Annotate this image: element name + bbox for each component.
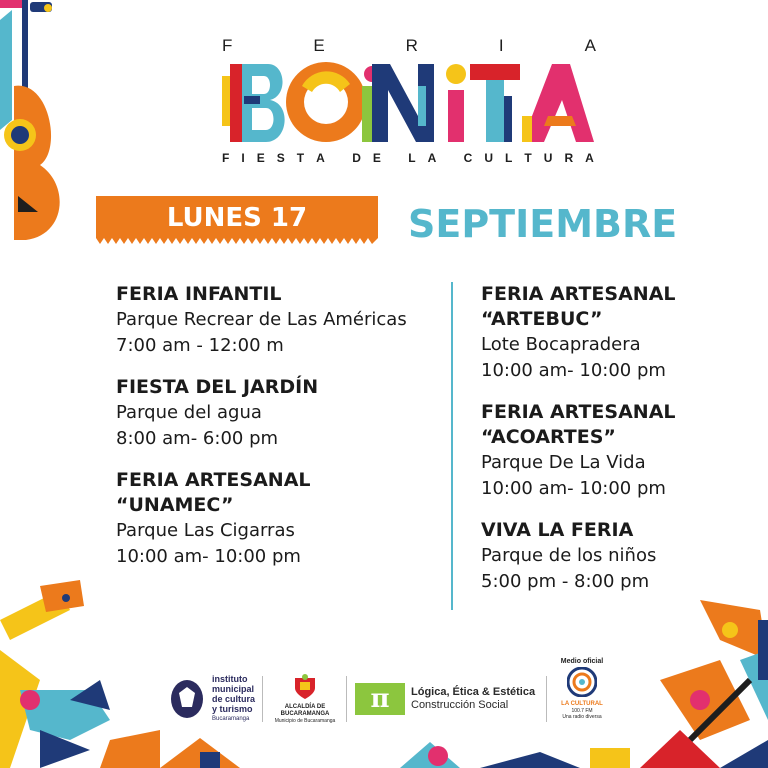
logo-divider — [346, 676, 347, 722]
imct-emblem-icon — [170, 679, 204, 719]
guitar-illustration — [0, 0, 80, 245]
subtitle-letter — [448, 151, 451, 165]
radio-frequency: 100.7 FM — [571, 708, 593, 714]
subtitle-letter: T — [296, 151, 305, 165]
alcaldia-line3: Municipio de Bucaramanga — [274, 718, 336, 724]
imct-logo — [170, 674, 255, 724]
subtitle-letter: L — [408, 151, 416, 165]
event-time: 5:00 pm - 8:00 pm — [481, 571, 650, 592]
event-location: Parque De La Vida — [481, 452, 646, 473]
subtitle-letter: I — [241, 151, 245, 165]
imct-line2: municipal — [212, 684, 255, 694]
event-time: 8:00 am- 6:00 pm — [116, 428, 279, 449]
bottom-right-illustration — [640, 600, 768, 768]
feria-letter: R — [405, 36, 420, 55]
event-item — [481, 282, 751, 384]
logica-line1: Lógica, Ética & Estética — [411, 686, 536, 698]
feria-letter: E — [313, 36, 327, 55]
logica-logo — [355, 683, 535, 715]
subtitle-letter: L — [505, 151, 513, 165]
subtitle-letter: A — [316, 151, 325, 165]
logo-divider — [262, 676, 263, 722]
fiesta-subtitle — [222, 151, 594, 165]
subtitle-letter: C — [463, 151, 473, 165]
pi-symbol: π — [355, 683, 405, 715]
event-location: Parque de los niños — [481, 545, 657, 566]
subtitle-letter: A — [427, 151, 437, 165]
imct-line4: y turismo — [212, 704, 253, 714]
alcaldia-line2: BUCARAMANGA — [280, 711, 330, 717]
subtitle-letter: F — [222, 151, 230, 165]
radio-name: LA CULTURAL — [561, 701, 603, 707]
imct-line1: instituto — [212, 674, 248, 684]
subtitle-letter: D — [352, 151, 361, 165]
event-title: FERIA ARTESANAL “ARTEBUC” — [481, 283, 676, 330]
feria-heading — [222, 36, 598, 56]
event-title: FERIA ARTESANAL “ACOARTES” — [481, 401, 676, 448]
event-time: 10:00 am- 10:00 pm — [481, 478, 666, 499]
subtitle-letter: S — [276, 151, 285, 165]
subtitle-letter: U — [543, 151, 553, 165]
feria-letter: I — [498, 36, 506, 55]
month-label: SEPTIEMBRE — [408, 202, 678, 246]
coat-of-arms-icon — [291, 674, 319, 700]
alcaldia-logo — [270, 674, 340, 725]
subtitle-letter: E — [372, 151, 381, 165]
event-item — [481, 518, 751, 595]
radio-emblem-icon — [567, 667, 597, 697]
subtitle-letter: U — [484, 151, 494, 165]
column-divider — [451, 282, 453, 610]
day-label: LUNES 17 — [166, 203, 308, 233]
bottom-center-shapes — [160, 728, 640, 768]
event-title: FERIA INFANTIL — [116, 283, 282, 305]
feria-letter: F — [222, 36, 235, 55]
subtitle-letter: R — [564, 151, 574, 165]
logo-divider — [546, 676, 547, 722]
left-event-column — [116, 282, 446, 586]
bottom-left-illustration — [0, 580, 160, 768]
radio-slogan: Una radio diversa — [562, 714, 602, 720]
event-item — [116, 468, 446, 570]
event-location: Parque Las Cigarras — [116, 520, 295, 541]
event-location: Parque Recrear de Las Américas — [116, 309, 407, 330]
medio-oficial-label: Medio oficial — [560, 658, 604, 665]
bonita-logo — [222, 56, 594, 148]
subtitle-letter — [337, 151, 340, 165]
event-item — [481, 400, 751, 502]
event-location: Lote Bocapradera — [481, 334, 641, 355]
event-time: 7:00 am - 12:00 m — [116, 335, 284, 356]
event-title: VIVA LA FERIA — [481, 519, 634, 541]
event-item — [116, 375, 446, 452]
event-title: FIESTA DEL JARDÍN — [116, 376, 319, 398]
imct-line3: de cultura — [212, 694, 256, 704]
event-time: 10:00 am- 10:00 pm — [481, 360, 666, 381]
event-location: Parque del agua — [116, 402, 262, 423]
subtitle-letter — [393, 151, 396, 165]
alcaldia-line1: ALCALDÍA DE — [284, 704, 326, 710]
event-time: 10:00 am- 10:00 pm — [116, 546, 301, 567]
right-event-column — [481, 282, 751, 611]
feria-letter: A — [584, 36, 598, 55]
subtitle-letter: A — [585, 151, 594, 165]
logica-line2: Construcción Social — [411, 699, 509, 711]
subtitle-letter: T — [524, 151, 532, 165]
subtitle-letter: E — [256, 151, 265, 165]
event-title: FERIA ARTESANAL “UNAMEC” — [116, 469, 311, 516]
radio-logo — [552, 658, 612, 720]
event-item — [116, 282, 446, 359]
imct-city: Bucaramanga — [212, 716, 250, 722]
